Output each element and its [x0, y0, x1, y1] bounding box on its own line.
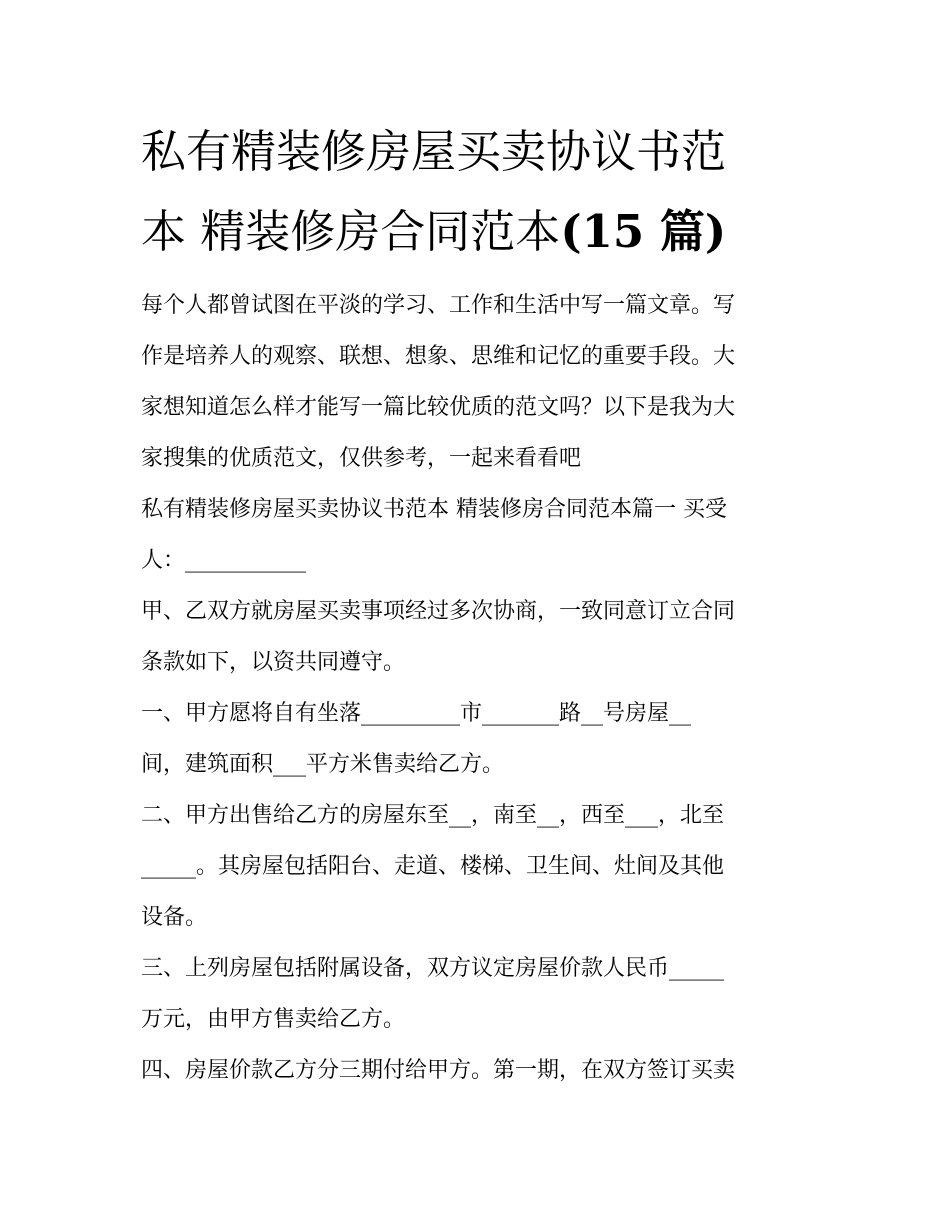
title-line-1: 私有精装修房屋买卖协议书范 — [141, 125, 727, 178]
body-line: 二、甲方出售给乙方的房屋东至__，南至__，西至___，北至 — [141, 803, 725, 828]
body-line: 家搜集的优质范文，仅供参考，一起来看看吧 — [141, 446, 582, 471]
body-line: 家想知道怎么样才能写一篇比较优质的范文吗？以下是我为大 — [141, 395, 736, 420]
body-line: 间，建筑面积___平方米售卖给乙方。 — [141, 752, 505, 777]
body-line: 一、甲方愿将自有坐落_________市_______路__号房屋__ — [141, 701, 692, 726]
body-line: _____。其房屋包括阳台、走道、楼梯、卫生间、灶间及其他 — [141, 854, 725, 879]
body-line: 人：___________ — [141, 548, 307, 573]
body-line: 万元，由甲方售卖给乙方。 — [141, 1007, 406, 1032]
body-line: 作是培养人的观察、联想、想象、思维和记忆的重要手段。大 — [141, 344, 736, 369]
body-line: 甲、乙双方就房屋买卖事项经过多次协商，一致同意订立合同 — [141, 599, 736, 624]
document-title — [141, 112, 813, 272]
body-line: 每个人都曾试图在平淡的学习、工作和生活中写一篇文章。写 — [141, 293, 736, 318]
body-line: 设备。 — [141, 905, 208, 930]
title-line-2-suffix: (15 篇) — [560, 205, 727, 258]
title-line-2: 本 精装修房合同范本 — [141, 205, 561, 258]
body-line: 三、上列房屋包括附属设备，双方议定房屋价款人民币_____ — [141, 956, 725, 981]
document-content — [141, 112, 813, 1096]
body-line: 私有精装修房屋买卖协议书范本 精装修房合同范本篇一 买受 — [141, 497, 727, 522]
document-body — [141, 280, 813, 1096]
body-line: 四、房屋价款乙方分三期付给甲方。第一期，在双方签订买卖 — [141, 1058, 736, 1083]
body-line: 条款如下，以资共同遵守。 — [141, 650, 406, 675]
